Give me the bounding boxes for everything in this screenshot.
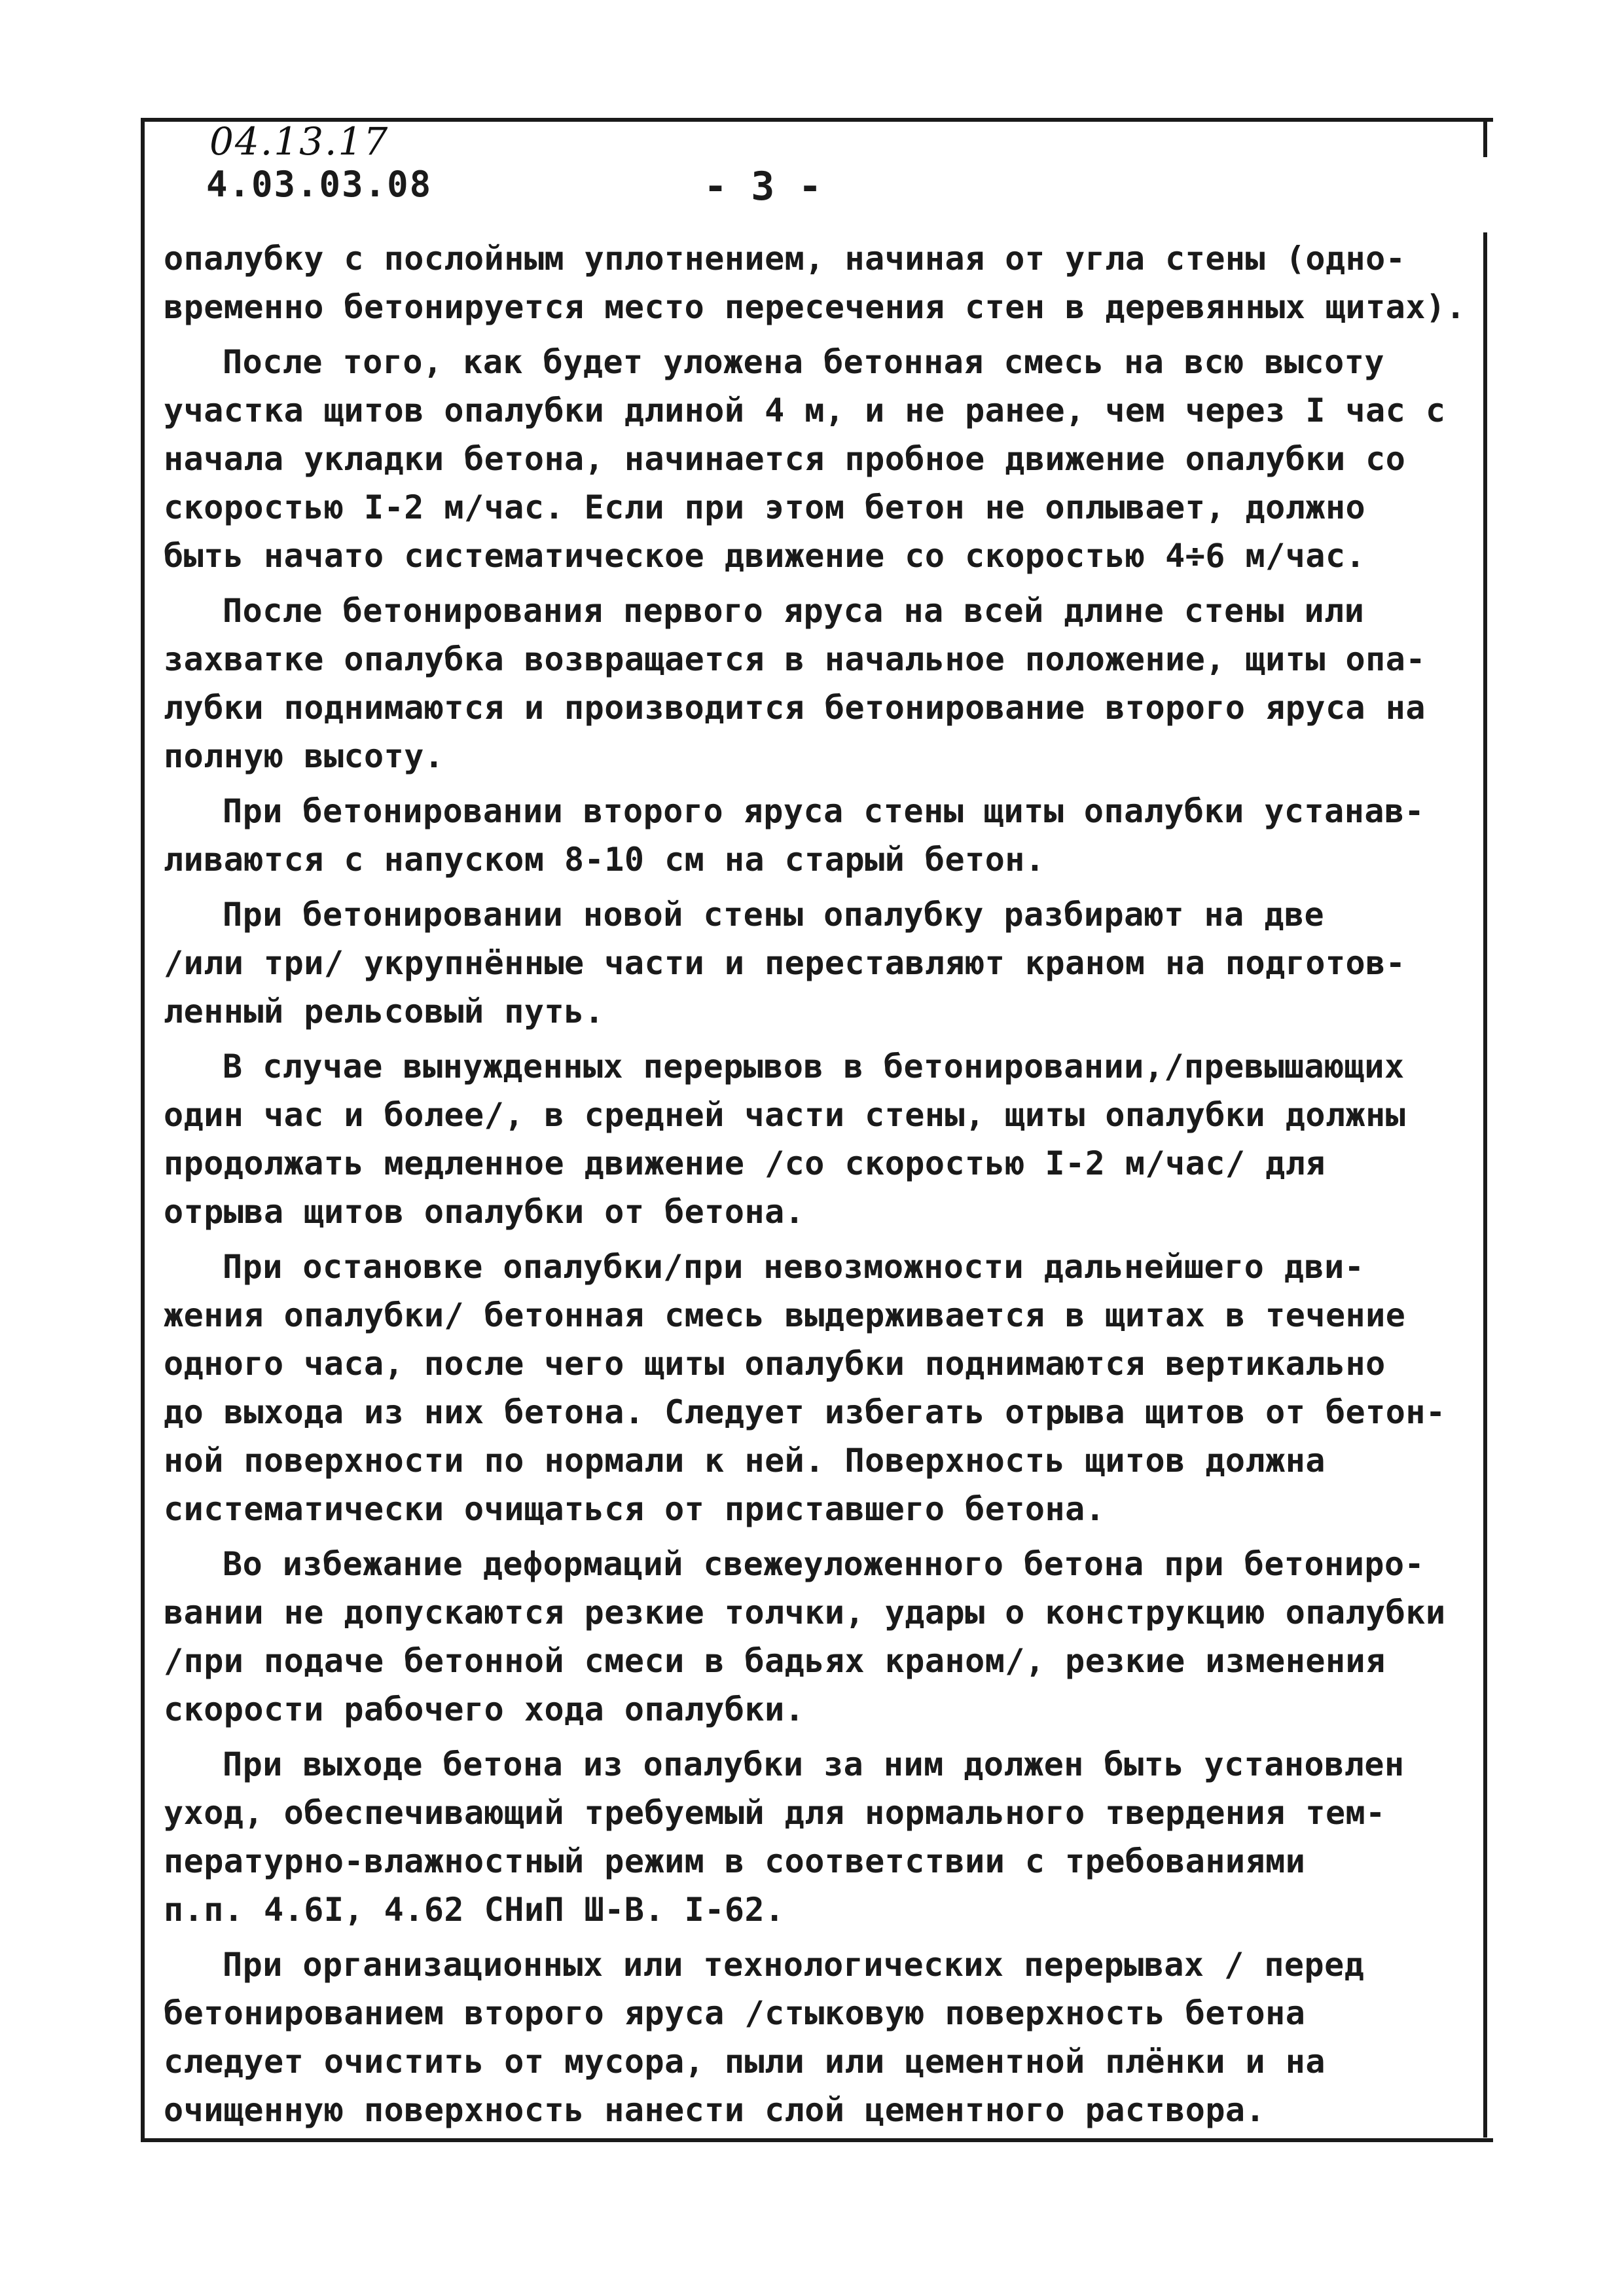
text-line: участка щитов опалубки длиной 4 м, и не ранее, чем через I час с [164, 392, 1446, 429]
text-line: лубки поднимаются и производится бетонирование второго яруса на [164, 689, 1426, 727]
paragraph [164, 587, 1479, 780]
text-line: одного часа, после чего щиты опалубки поднимаются вертикально [164, 1345, 1386, 1383]
text-line: п.п. 4.6I, 4.62 СНиП Ш-В. I-62. [164, 1891, 785, 1929]
paragraph-gap [164, 1236, 1479, 1243]
text-line: начала укладки бетона, начинается пробное движение опалубки со [164, 440, 1406, 478]
text-line: ленный рельсовый путь. [164, 993, 605, 1030]
text-line: опалубку с послойным уплотнением, начиная от угла стены (одно- [164, 240, 1406, 278]
paragraph [164, 234, 1479, 331]
text-line: В случае вынужденных перерывов в бетонировании,/превышающих [223, 1048, 1405, 1085]
text-line: отрыва щитов опалубки от бетона. [164, 1193, 805, 1231]
text-line: При остановке опалубки/при невозможности дальнейшего дви- [223, 1248, 1365, 1286]
paragraph-gap [164, 331, 1479, 338]
body-text [164, 234, 1479, 2134]
paragraph [164, 1941, 1479, 2134]
paragraph-gap [164, 884, 1479, 890]
text-line: бетонированием второго яруса /стыковую поверхность бетона [164, 1994, 1306, 2032]
text-line: При выходе бетона из опалубки за ним должен быть установлен [223, 1745, 1405, 1783]
paragraph-gap [164, 780, 1479, 787]
document-number: 4.03.03.08 [206, 164, 433, 205]
text-line: полную высоту. [164, 737, 444, 775]
text-line: вании не допускаются резкие толчки, удары о конструкцию опалубки [164, 1594, 1446, 1631]
handwritten-note: 04.13.17 [209, 119, 389, 164]
paragraph-gap [164, 1036, 1479, 1042]
text-line: При организационных или технологических перерывах / перед [223, 1946, 1365, 1984]
paragraph-gap [164, 1533, 1479, 1540]
frame-right-edge-top [1483, 118, 1487, 157]
text-line: После того, как будет уложена бетонная смесь на всю высоту [223, 343, 1384, 381]
text-line: /или три/ укрупнённые части и переставляют краном на подготов- [164, 944, 1406, 982]
paragraph-gap [164, 1734, 1479, 1740]
text-line: систематически очищаться от приставшего бетона. [164, 1490, 1106, 1528]
text-line: временно бетонируется место пересечения стен в деревянных щитах). [164, 288, 1466, 326]
text-line: При бетонировании новой стены опалубку разбирают на две [223, 896, 1325, 934]
paragraph [164, 890, 1479, 1036]
text-line: После бетонирования первого яруса на всей длине стены или [223, 592, 1365, 630]
text-line: до выхода из них бетона. Следует избегать отрыва щитов от бетон- [164, 1393, 1446, 1431]
text-line: скорости рабочего хода опалубки. [164, 1690, 805, 1728]
paragraph [164, 787, 1479, 884]
paragraph-gap [164, 580, 1479, 587]
paragraph [164, 1042, 1479, 1236]
paragraph [164, 1540, 1479, 1734]
text-line: При бетонировании второго яруса стены щиты опалубки устанав- [223, 792, 1425, 830]
text-line: скоростью I-2 м/час. Если при этом бетон не оплывает, должно [164, 488, 1366, 526]
text-line: продолжать медленное движение /со скоростью I-2 м/час/ для [164, 1144, 1326, 1182]
text-line: /при подаче бетонной смеси в бадьях краном/, резкие изменения [164, 1642, 1386, 1680]
frame-right-edge [1483, 232, 1487, 2138]
text-line: ливаются с напуском 8-10 см на старый бетон. [164, 841, 1045, 879]
text-line: жения опалубки/ бетонная смесь выдерживается в щитах в течение [164, 1296, 1406, 1334]
page-number: - 3 - [704, 164, 822, 210]
text-line: пературно-влажностный режим в соответствии с требованиями [164, 1842, 1306, 1880]
text-line: ной поверхности по нормали к ней. Поверхность щитов должна [164, 1442, 1326, 1480]
text-line: захватке опалубка возвращается в начальное положение, щиты опа- [164, 640, 1426, 678]
text-line: следует очистить от мусора, пыли или цементной плёнки и на [164, 2043, 1326, 2081]
text-line: очищенную поверхность нанести слой цементного раствора. [164, 2091, 1266, 2129]
text-line: Во избежание деформаций свежеуложенного бетона при бетониро- [223, 1545, 1425, 1583]
text-line: уход, обеспечивающий требуемый для нормального твердения тем- [164, 1794, 1386, 1832]
paragraph [164, 1740, 1479, 1934]
paragraph [164, 1243, 1479, 1533]
paragraph [164, 338, 1479, 580]
paragraph-gap [164, 1934, 1479, 1941]
text-line: быть начато систематическое движение со скоростью 4÷6 м/час. [164, 537, 1366, 575]
text-line: один час и более/, в средней части стены, щиты опалубки должны [164, 1096, 1406, 1134]
